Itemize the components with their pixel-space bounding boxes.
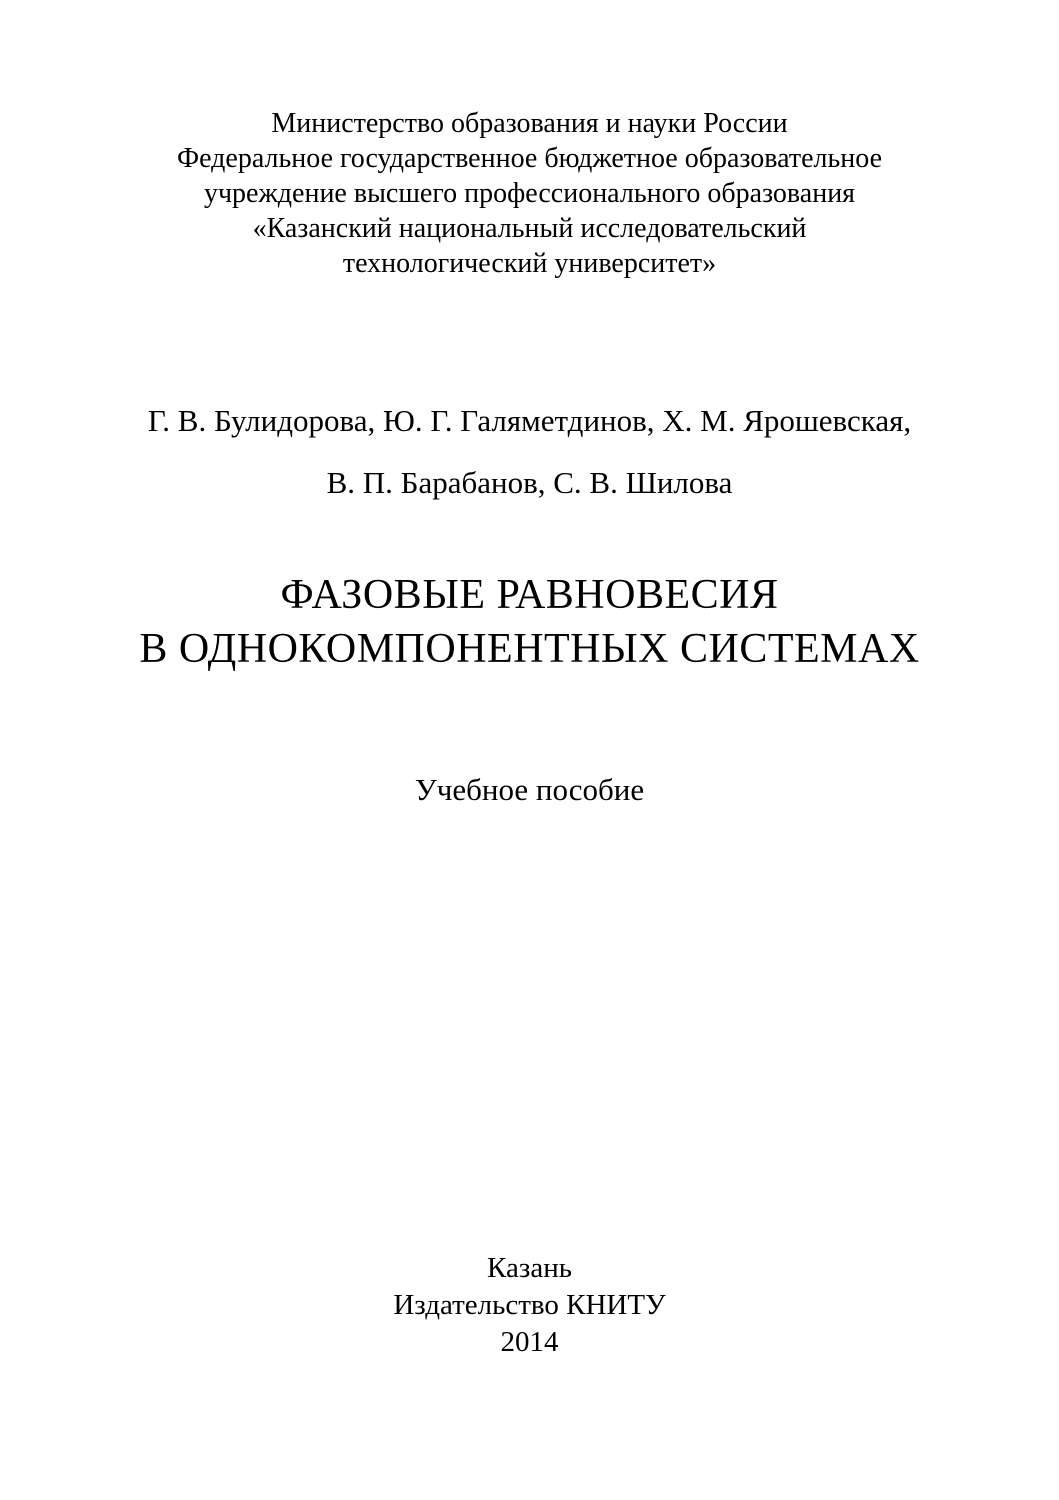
- book-type: Учебное пособие: [414, 772, 645, 807]
- book-subtitle: [0, 770, 1059, 810]
- authors: [0, 390, 1059, 514]
- book-title: [0, 568, 1059, 676]
- authors-line: Г. В. Булидорова, Ю. Г. Галяметдинов, Х. М. Ярошевская,: [147, 403, 912, 438]
- institution-line: «Казанский национальный исследовательский: [252, 213, 807, 244]
- book-title-line: В ОДНОКОМПОНЕНТНЫХ СИСТЕМАХ: [139, 626, 920, 672]
- institution-line: учреждение высшего профессионального образования: [203, 178, 856, 209]
- institution-line: Федеральное государственное бюджетное образовательное: [176, 143, 883, 174]
- institution-line: технологический университет»: [342, 248, 717, 279]
- imprint-publisher: Издательство КНИТУ: [393, 1289, 666, 1321]
- imprint-city: Казань: [487, 1252, 572, 1284]
- institution-line: Министерство образования и науки России: [271, 108, 788, 139]
- authors-line: В. П. Барабанов, С. В. Шилова: [326, 465, 733, 500]
- imprint-year: 2014: [500, 1326, 559, 1358]
- institution-header: [0, 106, 1059, 281]
- book-title-line: ФАЗОВЫЕ РАВНОВЕСИЯ: [280, 572, 779, 618]
- imprint: [0, 1250, 1059, 1361]
